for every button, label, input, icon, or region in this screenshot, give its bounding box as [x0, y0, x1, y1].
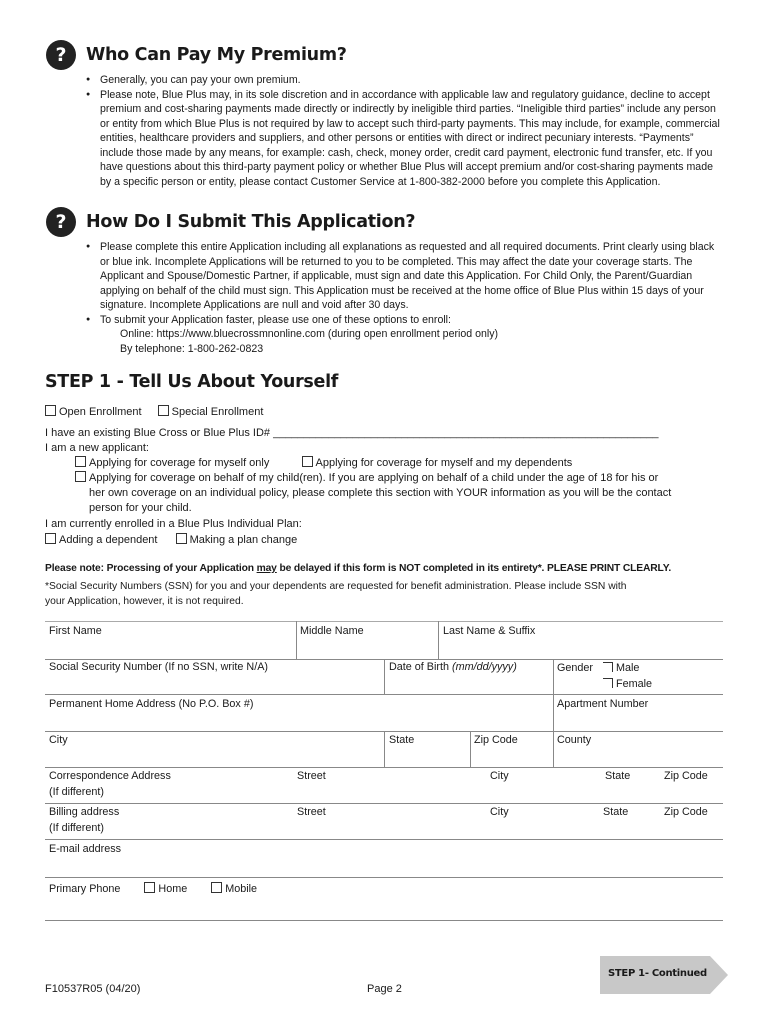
- ssn-note-line2: your Application, however, it is not required.: [45, 596, 244, 607]
- open-enrollment-checkbox[interactable]: [45, 405, 56, 416]
- divider: [384, 659, 385, 694]
- billing-if-different: (If different): [49, 822, 105, 834]
- first-name-field[interactable]: First Name: [49, 625, 102, 637]
- primary-phone-field[interactable]: [49, 882, 257, 897]
- state-field[interactable]: State: [389, 734, 415, 746]
- billing-street-field[interactable]: Street: [297, 806, 326, 818]
- divider: [553, 659, 554, 694]
- divider: [45, 839, 723, 840]
- list-item: [86, 313, 726, 357]
- special-enrollment-label: Special Enrollment: [171, 406, 264, 418]
- note-may: may: [256, 563, 277, 574]
- corr-zip-field[interactable]: Zip Code: [664, 770, 708, 782]
- plan-change-checkbox[interactable]: [176, 533, 187, 544]
- child-coverage-option: [75, 471, 658, 486]
- myself-only-checkbox[interactable]: [75, 456, 86, 467]
- home-phone-label: Home: [158, 883, 188, 895]
- ssn-note-line1: *Social Security Numbers (SSN) for you and your dependents are requested for benefit administration. Please include SSN with: [45, 581, 627, 592]
- corr-city-field[interactable]: City: [490, 770, 509, 782]
- primary-phone-label: Primary Phone: [49, 883, 121, 895]
- submit-options-text: To submit your Application faster, please use one of these options to enroll:: [100, 313, 451, 326]
- myself-dependents-label: Applying for coverage for myself and my dependents: [315, 457, 573, 469]
- child-coverage-checkbox[interactable]: [75, 471, 86, 482]
- email-field[interactable]: E-mail address: [49, 843, 122, 855]
- myself-only-label: Applying for coverage for myself only: [89, 457, 270, 469]
- existing-id-line: [45, 426, 659, 441]
- note-prefix: Please note: Processing of your Application: [45, 563, 257, 574]
- divider: [45, 767, 723, 768]
- step-continued-label: STEP 1- Continued: [608, 968, 707, 979]
- billing-state-field[interactable]: State: [603, 806, 629, 818]
- open-enrollment-label: Open Enrollment: [59, 406, 142, 418]
- dob-field[interactable]: [389, 660, 517, 675]
- plan-change-label: Making a plan change: [189, 534, 298, 546]
- who-pays-title: Who Can Pay My Premium?: [86, 45, 347, 65]
- child-coverage-label-a: Applying for coverage on behalf of my child(ren). If you are applying on behalf of a child under the age of 18 for his or: [89, 472, 659, 484]
- divider: [45, 803, 723, 804]
- phone-option: By telephone: 1-800-262-0823: [120, 342, 264, 355]
- mobile-phone-checkbox[interactable]: [211, 882, 222, 893]
- county-field[interactable]: County: [557, 734, 592, 746]
- divider: [45, 877, 723, 878]
- divider: [45, 920, 723, 921]
- apartment-field[interactable]: Apartment Number: [557, 698, 649, 710]
- male-checkbox[interactable]: [603, 662, 613, 672]
- gender-label: Gender: [557, 662, 594, 674]
- ssn-field[interactable]: Social Security Number (If no SSN, write N/A): [49, 661, 269, 673]
- divider: [553, 731, 554, 767]
- zip-field[interactable]: Zip Code: [474, 734, 518, 746]
- dob-format: (mm/dd/yyyy): [452, 661, 517, 673]
- mobile-phone-label: Mobile: [225, 883, 258, 895]
- female-label: Female: [616, 678, 653, 690]
- adding-dependent-checkbox[interactable]: [45, 533, 56, 544]
- coverage-options-row: [75, 456, 572, 471]
- divider: [553, 694, 554, 731]
- gender-female-option[interactable]: [603, 677, 652, 692]
- billing-city-field[interactable]: City: [490, 806, 509, 818]
- currently-enrolled-label: I am currently enrolled in a Blue Plus Individual Plan:: [45, 518, 302, 530]
- middle-name-field[interactable]: Middle Name: [300, 625, 364, 637]
- corr-state-field[interactable]: State: [605, 770, 631, 782]
- corr-address-label: Correspondence Address: [49, 770, 171, 782]
- online-option: Online: https://www.bluecrossmnonline.com (during open enrollment period only): [120, 328, 499, 340]
- step1-title: STEP 1 - Tell Us About Yourself: [45, 372, 339, 392]
- special-enrollment-checkbox[interactable]: [158, 405, 169, 416]
- billing-address-label: Billing address: [49, 806, 120, 818]
- divider: [384, 731, 385, 767]
- processing-note: [45, 561, 671, 576]
- city-field[interactable]: City: [49, 734, 68, 746]
- existing-id-label: I have an existing Blue Cross or Blue Plus ID#: [45, 427, 271, 439]
- submit-list: [86, 240, 726, 356]
- note-suffix: be delayed if this form is NOT completed in its entirety*. PLEASE PRINT CLEARLY.: [276, 563, 672, 574]
- billing-zip-field[interactable]: Zip Code: [664, 806, 708, 818]
- list-item: ● Please note, Blue Plus may, in its sole discretion and in accordance with applicable law and regulatory guidance, decline to accept premium and cost-sharing payments made directly or indirectly by ineligible third parties. “Ineligible third parties” include any person or entity from which Blue Plus is not required by law to accept such third-party payments. This may include, for example, commercial entities, healthcare providers and suppliers, and other persons or entities with direct or indirect pecuniary interests. “Payments” include those made by any means, for example: cash, check, money order, credit card payment, electronic fund transfer, etc. If you have questions about this third-party payment policy or whether Blue Plus will accept premium and/or cost-sharing payments made by a specific person or entity, please contact Customer Service at 1-800-382-2000 before you complete this Application.: [86, 88, 726, 190]
- corr-street-field[interactable]: Street: [297, 770, 326, 782]
- divider: [438, 621, 439, 659]
- question-icon: ?: [46, 40, 76, 70]
- form-top-border: [45, 621, 723, 622]
- child-coverage-label-b: her own coverage on an individual policy, please complete this section with YOUR information as you will be the contact: [89, 487, 672, 499]
- last-name-field[interactable]: Last Name & Suffix: [443, 625, 536, 637]
- question-icon: ?: [46, 207, 76, 237]
- existing-id-field[interactable]: _______________________________________________________________: [273, 427, 659, 439]
- submit-title: How Do I Submit This Application?: [86, 212, 416, 232]
- adding-dependent-label: Adding a dependent: [59, 534, 158, 546]
- home-phone-checkbox[interactable]: [144, 882, 155, 893]
- new-applicant-label: I am a new applicant:: [45, 442, 149, 454]
- home-address-field[interactable]: Permanent Home Address (No P.O. Box #): [49, 698, 254, 710]
- myself-dependents-checkbox[interactable]: [302, 456, 313, 467]
- divider: [296, 621, 297, 659]
- corr-if-different: (If different): [49, 786, 105, 798]
- form-id: F10537R05 (04/20): [45, 983, 141, 995]
- page-number: Page 2: [367, 983, 402, 995]
- list-item: ● Please complete this entire Application including all explanations as requested and all required documents. Print clearly using black or blue ink. Incomplete Applications will be returned to you to be completed. This may affect the date your coverage starts. The Applicant and Spouse/Domestic Partner, if applicable, must sign and date this Application. For Child Only, the Parent/Guardian applying on behalf of the child must sign. This Application must be received at the home office of Blue Plus within 15 days of your signature. Incomplete Applications are null and void after 30 days.: [86, 240, 726, 313]
- who-pays-list: [86, 73, 726, 189]
- list-item: ● Generally, you can pay your own premium.: [86, 73, 726, 88]
- divider: [470, 731, 471, 767]
- male-label: Male: [616, 662, 640, 674]
- divider: [45, 694, 723, 695]
- female-checkbox[interactable]: [603, 678, 613, 688]
- child-coverage-label-c: person for your child.: [89, 502, 192, 514]
- enrollment-options: [45, 405, 263, 420]
- enrolled-options-row: [45, 533, 297, 548]
- dob-label: Date of Birth: [389, 661, 450, 673]
- gender-male-option[interactable]: [603, 661, 639, 676]
